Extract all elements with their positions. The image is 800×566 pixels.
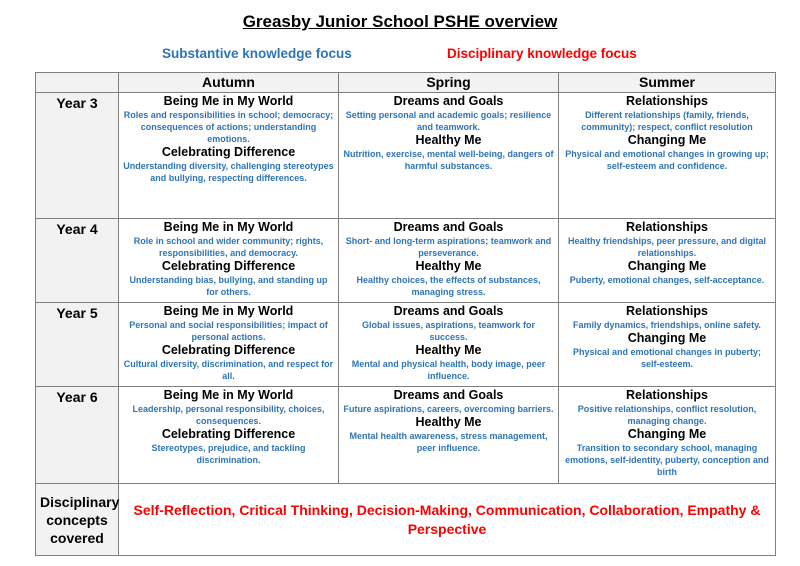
unit-description: Stereotypes, prejudice, and tackling discrimination. bbox=[151, 443, 306, 465]
unit-title: Dreams and Goals bbox=[393, 388, 504, 402]
unit-description: Puberty, emotional changes, self-acceptance. bbox=[569, 275, 765, 285]
autumn-cell bbox=[119, 387, 339, 484]
year-label: Year 6 bbox=[36, 387, 119, 484]
unit-description: Future aspirations, careers, overcoming barriers. bbox=[343, 404, 554, 414]
unit-description: Leadership, personal responsibility, choices, consequences. bbox=[132, 404, 325, 426]
unit-title: Changing Me bbox=[627, 259, 707, 273]
unit-description: Different relationships (family, friends, community); respect, conflict resolution bbox=[581, 110, 753, 132]
disciplinary-row bbox=[36, 484, 776, 556]
summer-cell bbox=[559, 93, 776, 219]
unit-title: Dreams and Goals bbox=[393, 304, 504, 318]
spring-cell bbox=[339, 387, 559, 484]
unit-description: Setting personal and academic goals; resilience and teamwork. bbox=[345, 110, 552, 132]
unit-title: Being Me in My World bbox=[163, 388, 294, 402]
unit-title: Healthy Me bbox=[415, 343, 482, 357]
unit-description: Physical and emotional changes in puberty; self-esteem. bbox=[572, 347, 762, 369]
unit-title: Being Me in My World bbox=[163, 220, 294, 234]
spring-cell bbox=[339, 219, 559, 303]
header-summer: Summer bbox=[559, 73, 776, 93]
unit-description: Understanding bias, bullying, and standing up for others. bbox=[129, 275, 328, 297]
unit-description: Healthy friendships, peer pressure, and digital relationships. bbox=[567, 236, 767, 258]
autumn-cell bbox=[119, 303, 339, 387]
pshe-overview-table bbox=[35, 72, 776, 556]
unit-description: Understanding diversity, challenging stereotypes and bullying, respecting differences. bbox=[123, 161, 334, 183]
unit-title: Healthy Me bbox=[415, 415, 482, 429]
disciplinary-label: Disciplinary concepts covered bbox=[36, 484, 119, 556]
unit-title: Changing Me bbox=[627, 133, 707, 147]
unit-description: Physical and emotional changes in growing up; self-esteem and confidence. bbox=[565, 149, 769, 171]
unit-title: Celebrating Difference bbox=[161, 259, 296, 273]
year-label: Year 4 bbox=[36, 219, 119, 303]
year-label: Year 5 bbox=[36, 303, 119, 387]
unit-description: Role in school and wider community; rights, responsibilities, and democracy. bbox=[133, 236, 324, 258]
disciplinary-concepts: Self-Reflection, Critical Thinking, Decision-Making, Communication, Collaboration, Empathy & Perspective bbox=[119, 484, 776, 556]
unit-title: Relationships bbox=[626, 304, 708, 318]
disciplinary-legend: Disciplinary knowledge focus bbox=[447, 46, 637, 61]
unit-title: Relationships bbox=[626, 220, 708, 234]
unit-description: Roles and responsibilities in school; democracy; consequences of actions; understanding emotions. bbox=[123, 110, 334, 144]
unit-description: Family dynamics, friendships, online safety. bbox=[573, 320, 761, 330]
header-corner bbox=[36, 73, 119, 93]
page-title: Greasby Junior School PSHE overview bbox=[242, 12, 558, 31]
unit-description: Global issues, aspirations, teamwork for success. bbox=[361, 320, 536, 342]
unit-title: Relationships bbox=[626, 388, 708, 402]
unit-description: Transition to secondary school, managing emotions, self-identity, puberty, conception and birth bbox=[565, 443, 769, 477]
spring-cell bbox=[339, 303, 559, 387]
unit-title: Celebrating Difference bbox=[161, 145, 296, 159]
header-spring: Spring bbox=[339, 73, 559, 93]
unit-description: Positive relationships, conflict resolution, managing change. bbox=[577, 404, 757, 426]
substantive-legend: Substantive knowledge focus bbox=[162, 46, 352, 61]
unit-description: Cultural diversity, discrimination, and respect for all. bbox=[123, 359, 334, 381]
header-row bbox=[36, 73, 776, 93]
summer-cell bbox=[559, 387, 776, 484]
unit-title: Relationships bbox=[626, 94, 708, 108]
unit-title: Celebrating Difference bbox=[161, 427, 296, 441]
unit-title: Changing Me bbox=[627, 427, 707, 441]
autumn-cell bbox=[119, 219, 339, 303]
unit-title: Celebrating Difference bbox=[161, 343, 296, 357]
unit-description: Mental health awareness, stress management, peer influence. bbox=[349, 431, 548, 453]
unit-description: Personal and social responsibilities; impact of personal actions. bbox=[129, 320, 328, 342]
unit-title: Being Me in My World bbox=[163, 304, 294, 318]
year-row bbox=[36, 303, 776, 387]
year-row bbox=[36, 219, 776, 303]
year-row bbox=[36, 93, 776, 219]
unit-title: Changing Me bbox=[627, 331, 707, 345]
unit-title: Dreams and Goals bbox=[393, 220, 504, 234]
unit-title: Healthy Me bbox=[415, 259, 482, 273]
spring-cell bbox=[339, 93, 559, 219]
autumn-cell bbox=[119, 93, 339, 219]
unit-title: Dreams and Goals bbox=[393, 94, 504, 108]
unit-description: Nutrition, exercise, mental well-being, dangers of harmful substances. bbox=[343, 149, 554, 171]
unit-description: Short- and long-term aspirations; teamwork and perseverance. bbox=[345, 236, 552, 258]
unit-title: Healthy Me bbox=[415, 133, 482, 147]
summer-cell bbox=[559, 303, 776, 387]
header-autumn: Autumn bbox=[119, 73, 339, 93]
unit-title: Being Me in My World bbox=[163, 94, 294, 108]
unit-description: Mental and physical health, body image, peer influence. bbox=[351, 359, 546, 381]
summer-cell bbox=[559, 219, 776, 303]
year-label: Year 3 bbox=[36, 93, 119, 219]
unit-description: Healthy choices, the effects of substances, managing stress. bbox=[356, 275, 541, 297]
year-row bbox=[36, 387, 776, 484]
